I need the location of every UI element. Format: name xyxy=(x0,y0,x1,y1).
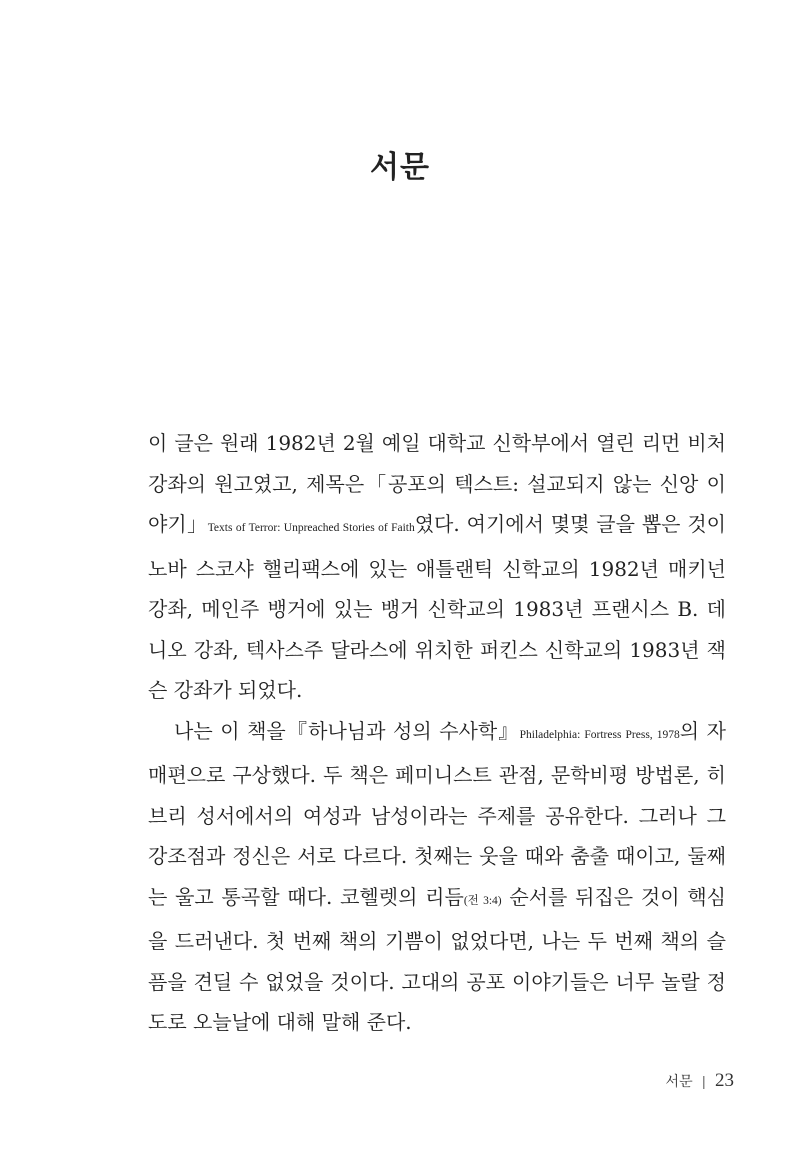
page-number: 23 xyxy=(715,1070,734,1091)
paragraph-1-text-a: 이 글은 원래 1982년 2월 예일 대학교 신학부에서 열린 리먼 비처 강좌의 원고였고, 제목은「공포의 텍스트: 설교되지 않는 신앙 이야기」 xyxy=(148,431,726,536)
english-title: Texts of Terror: Unpreached Stories of Faith xyxy=(207,522,415,534)
body-text xyxy=(148,423,726,1043)
scripture-reference: (전 3:4) xyxy=(463,894,502,907)
paragraph-2-text-b: 의 자매편으로 구상했다. 두 책은 페미니스트 관점, 문학비평 방법론, 히브리 성서에서의 여성과 남성이라는 주제를 공유한다. 그러나 그 강조점과 정신은 서로 다르다. 첫째는 웃을 때와 춤출 때이고, 둘째는 울고 통곡할 때다. 코헬렛의 리듬 xyxy=(148,718,726,909)
paragraph-2 xyxy=(148,711,726,1043)
publication-info: Philadelphia: Fortress Press, 1978 xyxy=(519,728,680,741)
paragraph-1-text-b: 였다. 여기에서 몇몇 글을 뽑은 것이 노바 스코샤 핼리팩스에 있는 애틀랜틱 신학교의 1982년 매키넌 강좌, 메인주 뱅거에 있는 뱅거 신학교의 1983년 프랜시스 B. 데니오 강좌, 텍사스주 달라스에 위치한 퍼킨스 신학교의 1983년 잭슨 강좌가 되었다. xyxy=(148,512,727,702)
paragraph-1 xyxy=(148,423,726,711)
page-footer xyxy=(666,1070,734,1092)
footer-separator: | xyxy=(701,1075,706,1090)
chapter-title: 서문 xyxy=(370,150,430,185)
paragraph-2-text-a: 나는 이 책을『하나님과 성의 수사학』 xyxy=(174,718,520,743)
paragraph-2-text-c: 순서를 뒤집은 것이 핵심을 드러낸다. 첫 번째 책의 기쁨이 없었다면, 나는 두 번째 책의 슬픔을 견딜 수 없었을 것이다. 고대의 공포 이야기들은 너무 놀랄 정도로 오늘날에 대해 말해 준다. xyxy=(148,884,726,1034)
running-head: 서문 xyxy=(665,1074,693,1090)
